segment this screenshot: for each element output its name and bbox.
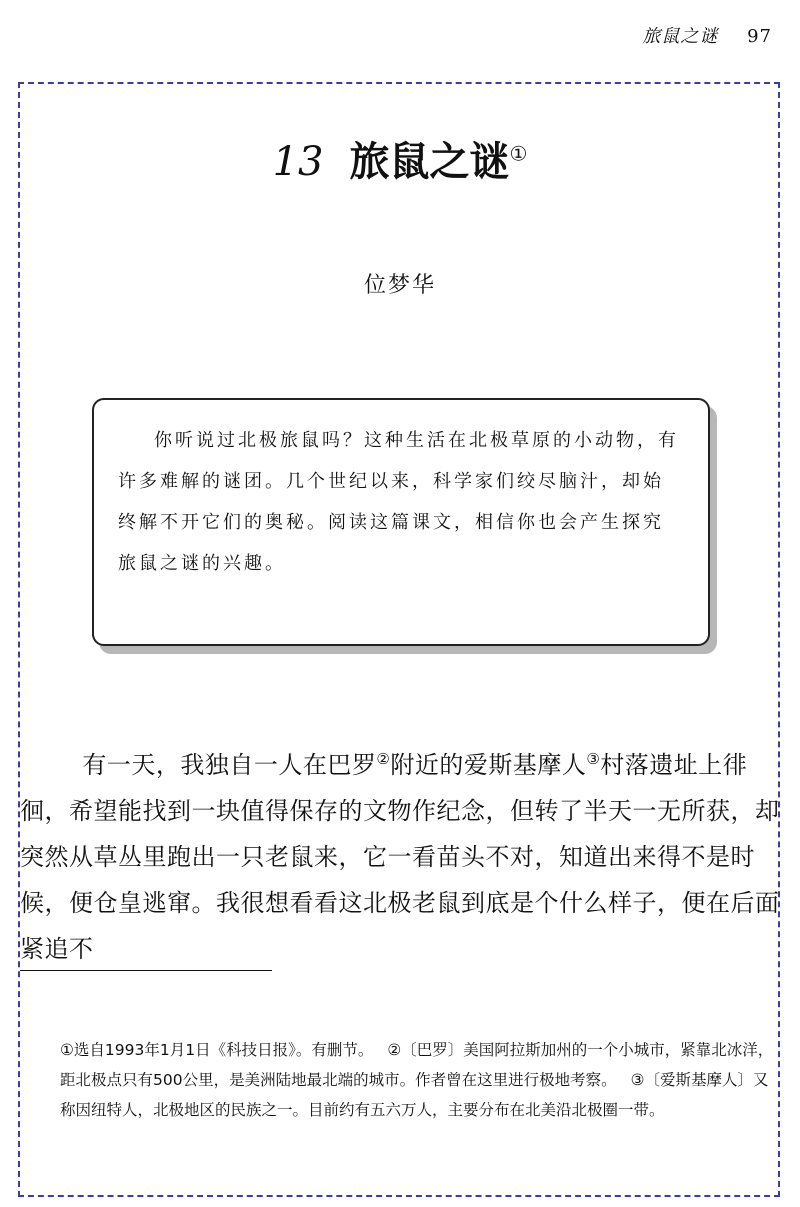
footnote-2: ②〔巴罗〕美国阿拉斯加州的一个小城市，紧靠北冰洋，距北极点只有500公里，是美洲陆地最北端的城市。作者曾在这里进行极地考察。 [60,1041,774,1089]
footnote-mark-3: ③ [586,750,601,768]
footnote-3: ③〔爱斯基摩人〕又称因纽特人，北极地区的民族之一。目前约有五六万人，主要分布在北美沿北极圈一带。 [60,1071,769,1119]
footnotes [60,1035,780,1125]
body-paragraph [20,736,780,972]
running-head [642,22,772,48]
author: 位梦华 [363,273,436,298]
body-text-part-2: 附近的爱斯基摩人 [390,751,587,779]
page-number: 97 [747,26,772,47]
intro-text: 你听说过北极旅鼠吗？这种生活在北极草原的小动物，有许多难解的谜团。几个世纪以来，科学家们绞尽脑汁，却始终解不开它们的奥秘。阅读这篇课文，相信你也会产生探究旅鼠之谜的兴趣。 [118,430,679,574]
lesson-title [0,130,800,187]
body-text-part-1: 有一天，我独自一人在巴罗 [82,751,377,779]
body-text [20,736,780,972]
footnote-mark-2: ② [376,750,391,768]
body-text-part-3: 村落遗址上徘徊，希望能找到一块值得保存的文物作纪念，但转了半天一无所获，却突然从草丛里跑出一只老鼠来，它一看苗头不对，知道出来得不是时候，便仓皇逃窜。我很想看看这北极老鼠到底是个什么样子，便在后面紧追不 [20,751,780,963]
footnote-rule [20,970,272,971]
footnote-1: ①选自1993年1月1日《科技日报》。有删节。 [60,1041,374,1059]
lesson-number: 13 [272,139,324,185]
running-head-title: 旅鼠之谜 [642,26,719,47]
lesson-title-text: 旅鼠之谜 [349,138,510,185]
intro-box [92,398,710,646]
title-footnote-mark: ① [509,141,528,166]
